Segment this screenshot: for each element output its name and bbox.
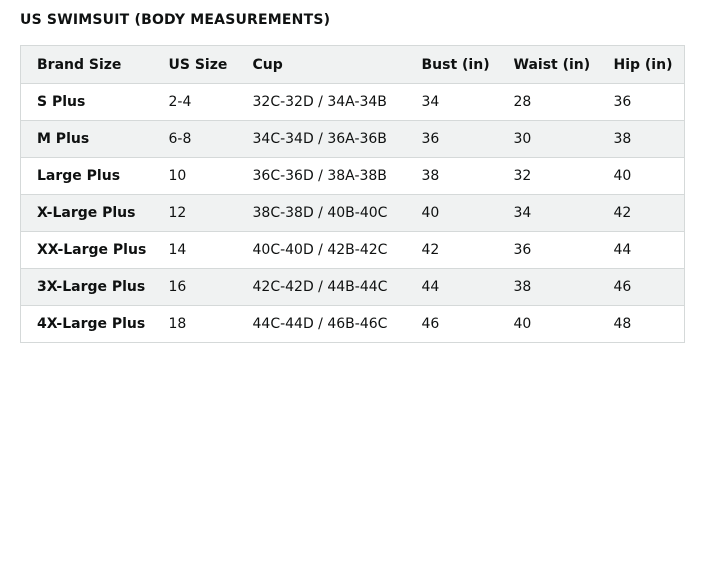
- cell-waist: 34: [498, 195, 598, 232]
- column-header-brand-size: Brand Size: [21, 46, 153, 84]
- cell-us-size: 12: [153, 195, 237, 232]
- column-header-us-size: US Size: [153, 46, 237, 84]
- cell-cup: 44C-44D / 46B-46C: [237, 306, 406, 343]
- table-row: [21, 195, 685, 232]
- cell-bust: 44: [406, 269, 498, 306]
- cell-cup: 32C-32D / 34A-34B: [237, 84, 406, 121]
- table-header-row: [21, 46, 685, 84]
- cell-brand-size: M Plus: [21, 121, 153, 158]
- column-header-hip: Hip (in): [598, 46, 685, 84]
- cell-hip: 38: [598, 121, 685, 158]
- table-row: [21, 269, 685, 306]
- cell-brand-size: X-Large Plus: [21, 195, 153, 232]
- cell-us-size: 14: [153, 232, 237, 269]
- cell-bust: 36: [406, 121, 498, 158]
- cell-hip: 36: [598, 84, 685, 121]
- cell-waist: 28: [498, 84, 598, 121]
- cell-brand-size: 4X-Large Plus: [21, 306, 153, 343]
- cell-brand-size: XX-Large Plus: [21, 232, 153, 269]
- table-row: [21, 121, 685, 158]
- cell-hip: 40: [598, 158, 685, 195]
- table-row: [21, 84, 685, 121]
- cell-bust: 34: [406, 84, 498, 121]
- cell-hip: 42: [598, 195, 685, 232]
- cell-waist: 30: [498, 121, 598, 158]
- cell-us-size: 18: [153, 306, 237, 343]
- cell-cup: 40C-40D / 42B-42C: [237, 232, 406, 269]
- cell-us-size: 2-4: [153, 84, 237, 121]
- table-row: [21, 158, 685, 195]
- cell-waist: 38: [498, 269, 598, 306]
- page-title: US SWIMSUIT (BODY MEASUREMENTS): [20, 12, 331, 28]
- cell-bust: 40: [406, 195, 498, 232]
- cell-us-size: 16: [153, 269, 237, 306]
- cell-cup: 42C-42D / 44B-44C: [237, 269, 406, 306]
- table-row: [21, 232, 685, 269]
- cell-cup: 34C-34D / 36A-36B: [237, 121, 406, 158]
- cell-brand-size: Large Plus: [21, 158, 153, 195]
- column-header-bust: Bust (in): [406, 46, 498, 84]
- cell-bust: 46: [406, 306, 498, 343]
- cell-us-size: 10: [153, 158, 237, 195]
- size-chart-table: [20, 45, 685, 343]
- table-row: [21, 306, 685, 343]
- cell-brand-size: S Plus: [21, 84, 153, 121]
- cell-bust: 38: [406, 158, 498, 195]
- cell-hip: 48: [598, 306, 685, 343]
- cell-hip: 44: [598, 232, 685, 269]
- cell-brand-size: 3X-Large Plus: [21, 269, 153, 306]
- cell-waist: 32: [498, 158, 598, 195]
- cell-hip: 46: [598, 269, 685, 306]
- cell-cup: 38C-38D / 40B-40C: [237, 195, 406, 232]
- cell-waist: 40: [498, 306, 598, 343]
- column-header-waist: Waist (in): [498, 46, 598, 84]
- column-header-cup: Cup: [237, 46, 406, 84]
- cell-waist: 36: [498, 232, 598, 269]
- cell-us-size: 6-8: [153, 121, 237, 158]
- cell-cup: 36C-36D / 38A-38B: [237, 158, 406, 195]
- cell-bust: 42: [406, 232, 498, 269]
